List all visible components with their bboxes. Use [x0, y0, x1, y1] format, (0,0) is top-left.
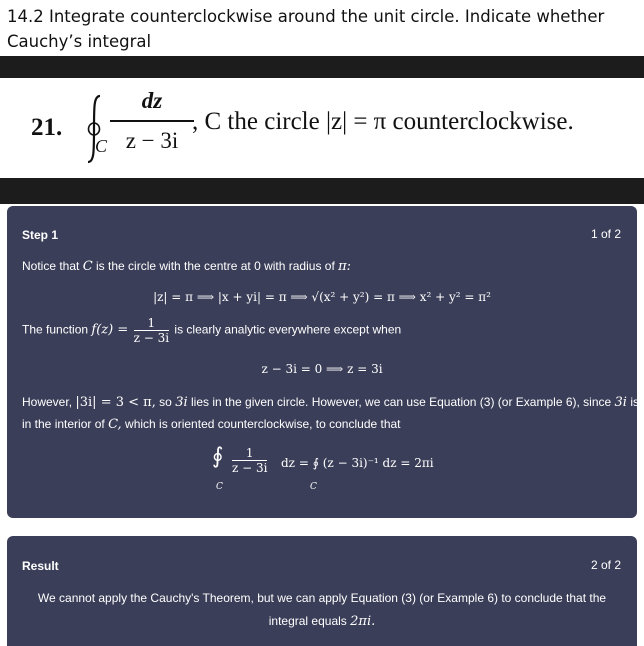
question-header [0, 0, 644, 56]
equation-circle: |z| = π ⟹ |x + yi| = π ⟹ √(x² + y²) = π ⟹ x² + y² = π² [153, 290, 491, 304]
function-lhs: f(z) = [91, 322, 129, 338]
result-counter: 2 of 2 [590, 558, 621, 572]
contour-subscript: C [95, 136, 108, 156]
step-counter: 1 of 2 [590, 227, 621, 241]
result-line-2 [7, 614, 637, 629]
result-line-1: We cannot apply the Cauchy's Theorem, but we can apply Equation (3) (or Example 6) to conclude that the [37, 591, 607, 605]
function-denominator: z − 3i [133, 331, 170, 345]
final-subscript-1: C [216, 482, 223, 492]
para2-b: which is oriented counterclockwise, to conclude that [125, 417, 401, 431]
problem-statement: , C the circle |z| = π counterclockwise. [192, 108, 574, 135]
para1-math2: 3i [175, 395, 188, 410]
final-equation: dz = ∮ (z − 3i)⁻¹ dz = 2πi [281, 456, 434, 470]
intro-line [22, 259, 351, 274]
para1-c: lies in the given circle. However, we can use Equation (3) (or Example 6), since [190, 395, 612, 409]
result-line-2-text: integral equals [268, 614, 347, 628]
paragraph-line-2 [22, 417, 401, 432]
paragraph-line-1 [22, 395, 639, 410]
integrand-numerator: dz [141, 88, 163, 113]
final-fraction [232, 446, 267, 475]
function-post: is clearly analytic everywhere except when [174, 322, 402, 337]
problem-image [0, 78, 644, 178]
result-card [7, 536, 637, 646]
problem-number: 21. [31, 114, 63, 141]
step-title: Step 1 [22, 228, 59, 242]
integrand-denominator: z − 3i [125, 128, 179, 153]
function-fraction [134, 316, 169, 345]
result-line-2-math: 2πi. [350, 614, 376, 629]
final-subscript-2: C [310, 482, 317, 492]
para1-d: is [630, 395, 639, 409]
function-line [22, 316, 401, 345]
para1-math3: 3i [614, 395, 627, 410]
integrand-fraction [110, 84, 194, 158]
step-1-card [7, 206, 637, 518]
equation-singularity: z − 3i = 0 ⟹ z = 3i [261, 362, 383, 376]
intro-text: Notice that [22, 259, 80, 273]
para1-b: so [159, 395, 172, 409]
question-text: 14.2 Integrate counterclockwise around the unit circle. Indicate whether Cauchy’s integral [7, 7, 605, 51]
contour-integral-icon: ∮ [212, 444, 224, 469]
para2-math: C, [108, 417, 122, 432]
para1-math: |3i| = 3 < π, [75, 395, 156, 410]
para2-a: in the interior of [22, 417, 105, 431]
final-denominator: z − 3i [232, 461, 268, 475]
result-title: Result [22, 559, 59, 573]
fraction-bar [110, 120, 194, 122]
intro-var: C [82, 259, 93, 274]
function-numerator: 1 [147, 316, 156, 330]
final-numerator: 1 [245, 446, 254, 460]
para1-a: However, [22, 395, 73, 409]
intro-rest: is the circle with the centre at 0 with radius of [96, 259, 335, 273]
function-pre: The function [22, 322, 89, 337]
intro-pi: π: [338, 259, 352, 274]
